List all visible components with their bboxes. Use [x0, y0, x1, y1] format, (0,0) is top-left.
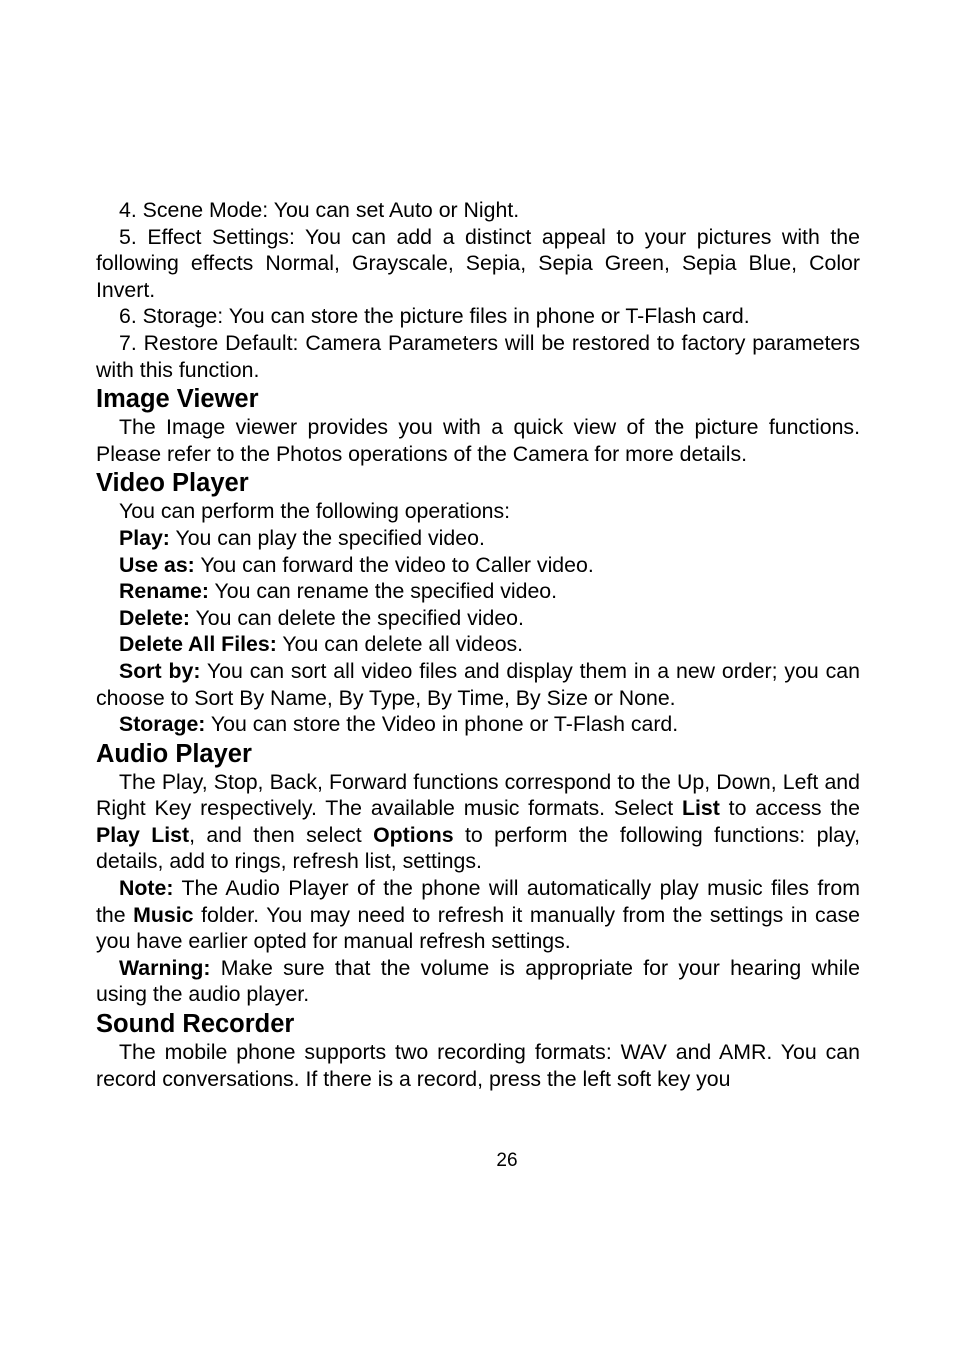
option-label: Rename:	[119, 579, 209, 604]
page-content	[96, 197, 860, 1092]
option-text: You can forward the video to Caller video.	[194, 552, 594, 577]
video-option-delete	[96, 605, 860, 632]
text-run: to access the	[719, 796, 860, 821]
option-text: You can rename the specified video.	[208, 579, 558, 604]
audio-player-heading: Audio Player	[96, 739, 252, 768]
text-run: The Play, Stop, Back, Forward functions correspond to the Up, Down, Left and Right Key respectively. The available music formats. Select	[96, 769, 860, 821]
video-player-heading: Video Player	[96, 469, 249, 498]
text-run: The Audio Player of the phone will automatically play music files from the	[96, 876, 860, 927]
option-label: Delete:	[119, 605, 191, 630]
text-run: to perform the following functions: play, details, add to rings, refresh list, settings.	[96, 822, 860, 874]
option-label: Use as:	[119, 552, 195, 577]
scene-mode-paragraph: 4. Scene Mode: You can set Auto or Night.	[119, 198, 520, 222]
sound-recorder-heading: Sound Recorder	[96, 1010, 295, 1039]
text-run: , and then select	[189, 822, 374, 847]
sound-recorder-paragraph: The mobile phone supports two recording formats: WAV and AMR. You can record conversations. If there is a record, press the left soft key you	[96, 1040, 860, 1091]
video-option-sort-by	[96, 658, 860, 711]
note-label: Note:	[119, 876, 174, 901]
option-text: You can delete the specified video.	[190, 605, 524, 630]
options-term: Options	[373, 822, 454, 847]
video-player-intro: You can perform the following operations:	[119, 499, 511, 524]
image-viewer-paragraph: The Image viewer provides you with a quick view of the picture functions. Please refer to the Photos operations of the Camera for more details.	[96, 415, 860, 466]
video-option-play	[96, 525, 860, 552]
warning-label: Warning:	[119, 955, 211, 980]
option-label: Delete All Files:	[119, 632, 277, 657]
option-text: You can store the Video in phone or T-Flash card.	[205, 712, 679, 737]
image-viewer-heading: Image Viewer	[96, 385, 259, 414]
restore-default-paragraph: 7. Restore Default: Camera Parameters will be restored to factory parameters with this function.	[96, 330, 860, 382]
option-label: Sort by:	[119, 658, 201, 683]
option-label: Play:	[119, 525, 170, 550]
play-list-term: Play List	[96, 822, 190, 847]
option-text: You can sort all video files and display them in a new order; you can choose to Sort By Name, By Type, By Time, By Size or None.	[96, 658, 860, 710]
text-run: Make sure that the volume is appropriate for your hearing while using the audio player.	[96, 955, 860, 1007]
page-number: 26	[496, 1150, 518, 1171]
text-run: folder. You may need to refresh it manually from the settings in case you have earlier opted for manual refresh settings.	[96, 902, 860, 954]
video-option-rename	[96, 578, 860, 605]
option-text: You can delete all videos.	[276, 632, 524, 657]
video-option-delete-all	[96, 631, 860, 658]
audio-warning-paragraph	[96, 955, 860, 1008]
option-label: Storage:	[119, 712, 206, 737]
effect-settings-paragraph: 5. Effect Settings: You can add a distinct appeal to your pictures with the following effects Normal, Grayscale, Sepia, Sepia Green, Sepia Blue, Color Invert.	[96, 224, 860, 302]
music-term: Music	[133, 902, 194, 927]
audio-player-paragraph	[96, 769, 860, 875]
option-text: You can play the specified video.	[169, 525, 485, 550]
list-term: List	[681, 796, 720, 821]
video-option-storage	[96, 711, 860, 738]
audio-note-paragraph	[96, 875, 860, 955]
video-option-use-as	[96, 552, 860, 579]
storage-paragraph: 6. Storage: You can store the picture files in phone or T-Flash card.	[119, 304, 750, 329]
